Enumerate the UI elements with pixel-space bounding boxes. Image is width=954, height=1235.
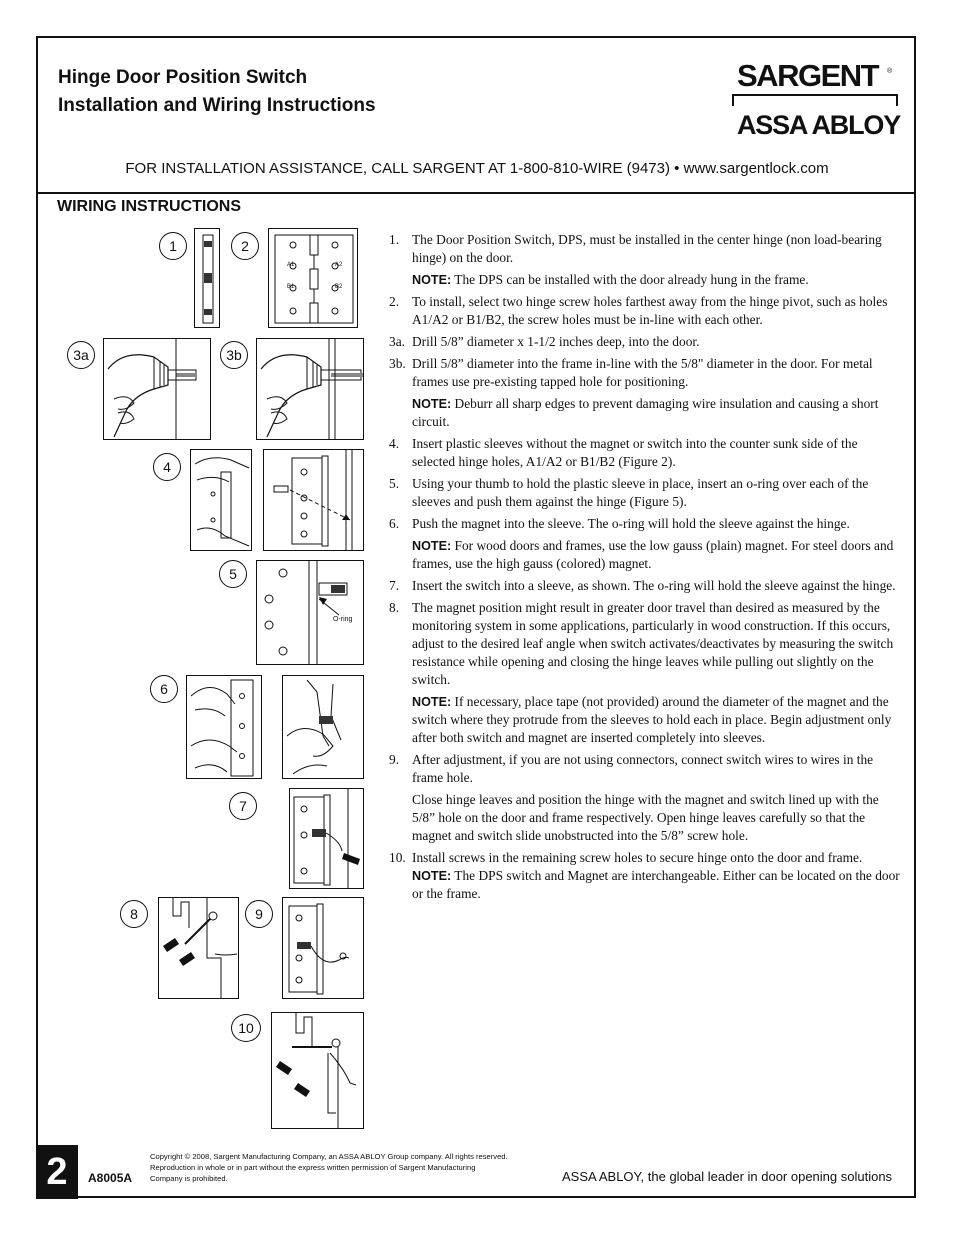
step-6 bbox=[389, 515, 901, 533]
figure-label-6: 6 bbox=[150, 675, 178, 703]
step-text: Insert the switch into a sleeve, as shown. The o-ring will hold the sleeve against the hinge. bbox=[412, 578, 896, 593]
figure-6-push-magnet bbox=[186, 675, 262, 779]
figure-label-3b: 3b bbox=[220, 341, 248, 369]
drill-door-illustration bbox=[104, 339, 211, 440]
step-text: Drill 5/8” diameter x 1-1/2 inches deep, into the door. bbox=[412, 334, 700, 349]
step-4 bbox=[389, 435, 901, 471]
figure-label-9: 9 bbox=[245, 900, 273, 928]
step-number: 2. bbox=[389, 294, 400, 309]
figure-label-1: 1 bbox=[159, 232, 187, 260]
step-number: 1. bbox=[389, 232, 400, 247]
insert-sleeve-hand-illustration bbox=[191, 450, 252, 551]
note-label: NOTE: bbox=[412, 397, 452, 411]
step-9 bbox=[389, 751, 901, 787]
step-text: To install, select two hinge screw holes farthest away from the hinge pivot, such as holes A1/A2 or B1/B2, the screw holes must be in-line with each other. bbox=[412, 294, 888, 327]
document-number: A8005A bbox=[88, 1171, 133, 1185]
connect-wires-illustration bbox=[283, 898, 364, 999]
figure-label-10: 10 bbox=[231, 1014, 261, 1042]
step-1-note bbox=[412, 271, 901, 289]
step-text: Using your thumb to hold the plastic sleeve in place, insert an o-ring over each of the sleeves and push them against the hinge (Figure 5). bbox=[412, 476, 869, 509]
sleeve-insert-hinge-illustration bbox=[264, 450, 364, 551]
step-text: Install screws in the remaining screw holes to secure hinge onto the door and frame. bbox=[412, 850, 863, 865]
note-label: NOTE: bbox=[412, 273, 452, 287]
step-text: The magnet position might result in greater door travel than desired as measured by the monitoring system in some applications, particularly in wood construction. If this occurs, adjust to the desired leaf angle when switch activates/deactivates by measuring the switch resistance while opening and closing the hinge leaves while pulling out slightly on the switch. bbox=[412, 600, 894, 687]
figure-8-adjust-hinge bbox=[158, 897, 239, 999]
page-number: 2 bbox=[36, 1145, 78, 1199]
note-label: NOTE: bbox=[412, 869, 452, 883]
step-text: The Door Position Switch, DPS, must be installed in the center hinge (non load-bearing hinge) on the door. bbox=[412, 232, 882, 265]
hinge-face-illustration bbox=[269, 229, 358, 328]
step-3b-note bbox=[412, 395, 901, 431]
assa-abloy-logo: ASSA ABLOY bbox=[737, 110, 901, 140]
figure-7-insert-switch bbox=[289, 788, 364, 889]
figure-label-7: 7 bbox=[229, 792, 257, 820]
step-7 bbox=[389, 577, 901, 595]
hole-label-a2: A2 bbox=[335, 262, 343, 268]
step-5 bbox=[389, 475, 901, 511]
step-number: 7. bbox=[389, 578, 400, 593]
step-number: 10. bbox=[389, 850, 406, 865]
figure-3b-drill-frame bbox=[256, 338, 364, 440]
hole-label-b2: B2 bbox=[335, 284, 343, 290]
figure-4-insert-sleeves-hinge bbox=[263, 449, 364, 551]
figure-4-insert-sleeves-hand bbox=[190, 449, 252, 551]
step-number: 5. bbox=[389, 476, 400, 491]
figure-10-install-screws bbox=[271, 1012, 364, 1129]
step-6-note bbox=[412, 537, 901, 573]
registered-mark: ® bbox=[887, 68, 893, 75]
note-label: NOTE: bbox=[412, 695, 452, 709]
step-text: Drill 5/8” diameter into the frame in-line with the 5/8" diameter in the door. For metal frames use pre-existing tapped hole for positioning. bbox=[412, 356, 873, 389]
step-10 bbox=[389, 849, 901, 867]
step-2 bbox=[389, 293, 901, 329]
figure-label-4: 4 bbox=[153, 453, 181, 481]
note-label: NOTE: bbox=[412, 539, 452, 553]
step-number: 8. bbox=[389, 600, 400, 615]
figure-label-8: 8 bbox=[120, 900, 148, 928]
title-line-1: Hinge Door Position Switch bbox=[58, 67, 308, 88]
adjust-hinge-illustration bbox=[159, 898, 239, 999]
figure-label-3a: 3a bbox=[67, 341, 95, 369]
figure-6-push-magnet-closeup bbox=[282, 675, 364, 779]
push-magnet-closeup-illustration bbox=[283, 676, 364, 779]
figure-5-o-ring bbox=[256, 560, 364, 665]
step-number: 3b. bbox=[389, 356, 406, 371]
copyright-notice: Copyright © 2008, Sargent Manufacturing Company, an ASSA ABLOY Group company. All rights reserved. Reproduction in whole or in part without the express written permission of Sargent Manufacturing Company is prohibited. bbox=[150, 1152, 508, 1183]
header-divider bbox=[36, 192, 916, 194]
step-number: 9. bbox=[389, 752, 400, 767]
step-3a bbox=[389, 333, 901, 351]
o-ring-illustration bbox=[257, 561, 364, 665]
step-8 bbox=[389, 599, 901, 689]
note-text: The DPS switch and Magnet are interchangeable. Either can be located on the door or the frame. bbox=[412, 868, 900, 901]
drill-frame-illustration bbox=[257, 339, 364, 440]
insert-switch-illustration bbox=[290, 789, 364, 889]
logo-bracket-rule bbox=[732, 94, 898, 106]
figure-2-hinge-face bbox=[268, 228, 358, 328]
step-number: 4. bbox=[389, 436, 400, 451]
installation-assistance-line: FOR INSTALLATION ASSISTANCE, CALL SARGENT AT 1-800-810-WIRE (9473) • www.sargentlock.com bbox=[125, 160, 829, 177]
note-text: Close hinge leaves and position the hinge with the magnet and switch lined up with the 5/8” hole on the door and frame respectively. Open hinge leaves carefully so that the magnet and switch slide unobstructed into the 5/8” screw hole. bbox=[412, 792, 879, 843]
hinge-side-illustration bbox=[195, 229, 220, 328]
hole-label-b1: B1 bbox=[287, 284, 295, 290]
title-line-2: Installation and Wiring Instructions bbox=[58, 95, 376, 116]
note-text: Deburr all sharp edges to prevent damaging wire insulation and causing a short circuit. bbox=[412, 396, 879, 429]
document-title bbox=[58, 64, 376, 120]
step-number: 3a. bbox=[389, 334, 405, 349]
step-3b bbox=[389, 355, 901, 391]
assa-abloy-tagline: ASSA ABLOY, the global leader in door opening solutions bbox=[562, 1169, 893, 1184]
step-1 bbox=[389, 231, 901, 267]
step-text: Push the magnet into the sleeve. The o-ring will hold the sleeve against the hinge. bbox=[412, 516, 850, 531]
step-text: After adjustment, if you are not using connectors, connect switch wires to wires in the frame hole. bbox=[412, 752, 874, 785]
figure-label-5: 5 bbox=[219, 560, 247, 588]
figure-3a-drill-door bbox=[103, 338, 211, 440]
step-10-note bbox=[412, 867, 901, 903]
step-number: 6. bbox=[389, 516, 400, 531]
step-text: Insert plastic sleeves without the magnet or switch into the counter sunk side of the selected hinge holes, A1/A2 or B1/B2 (Figure 2). bbox=[412, 436, 858, 469]
note-text: For wood doors and frames, use the low gauss (plain) magnet. For steel doors and frames, use the high gauss (colored) magnet. bbox=[412, 538, 894, 571]
install-screws-illustration bbox=[272, 1013, 364, 1129]
o-ring-callout: O-ring bbox=[333, 616, 353, 623]
sargent-logo: SARGENT bbox=[737, 58, 879, 93]
figure-label-2: 2 bbox=[231, 232, 259, 260]
section-title: WIRING INSTRUCTIONS bbox=[57, 198, 241, 215]
step-9-followup bbox=[412, 791, 901, 845]
figure-1-hinge-side bbox=[194, 228, 220, 328]
push-magnet-illustration bbox=[187, 676, 262, 779]
note-text: The DPS can be installed with the door already hung in the frame. bbox=[451, 272, 809, 287]
step-8-note bbox=[412, 693, 901, 747]
instruction-list bbox=[389, 231, 901, 907]
figure-9-connect-wires bbox=[282, 897, 364, 999]
note-text: If necessary, place tape (not provided) around the diameter of the magnet and the switch where they protrude from the sleeves to hold each in place. Begin adjustment only after both switch and magnet are inserted completely into sleeves. bbox=[412, 694, 892, 745]
hole-label-a1: A1 bbox=[287, 262, 295, 268]
